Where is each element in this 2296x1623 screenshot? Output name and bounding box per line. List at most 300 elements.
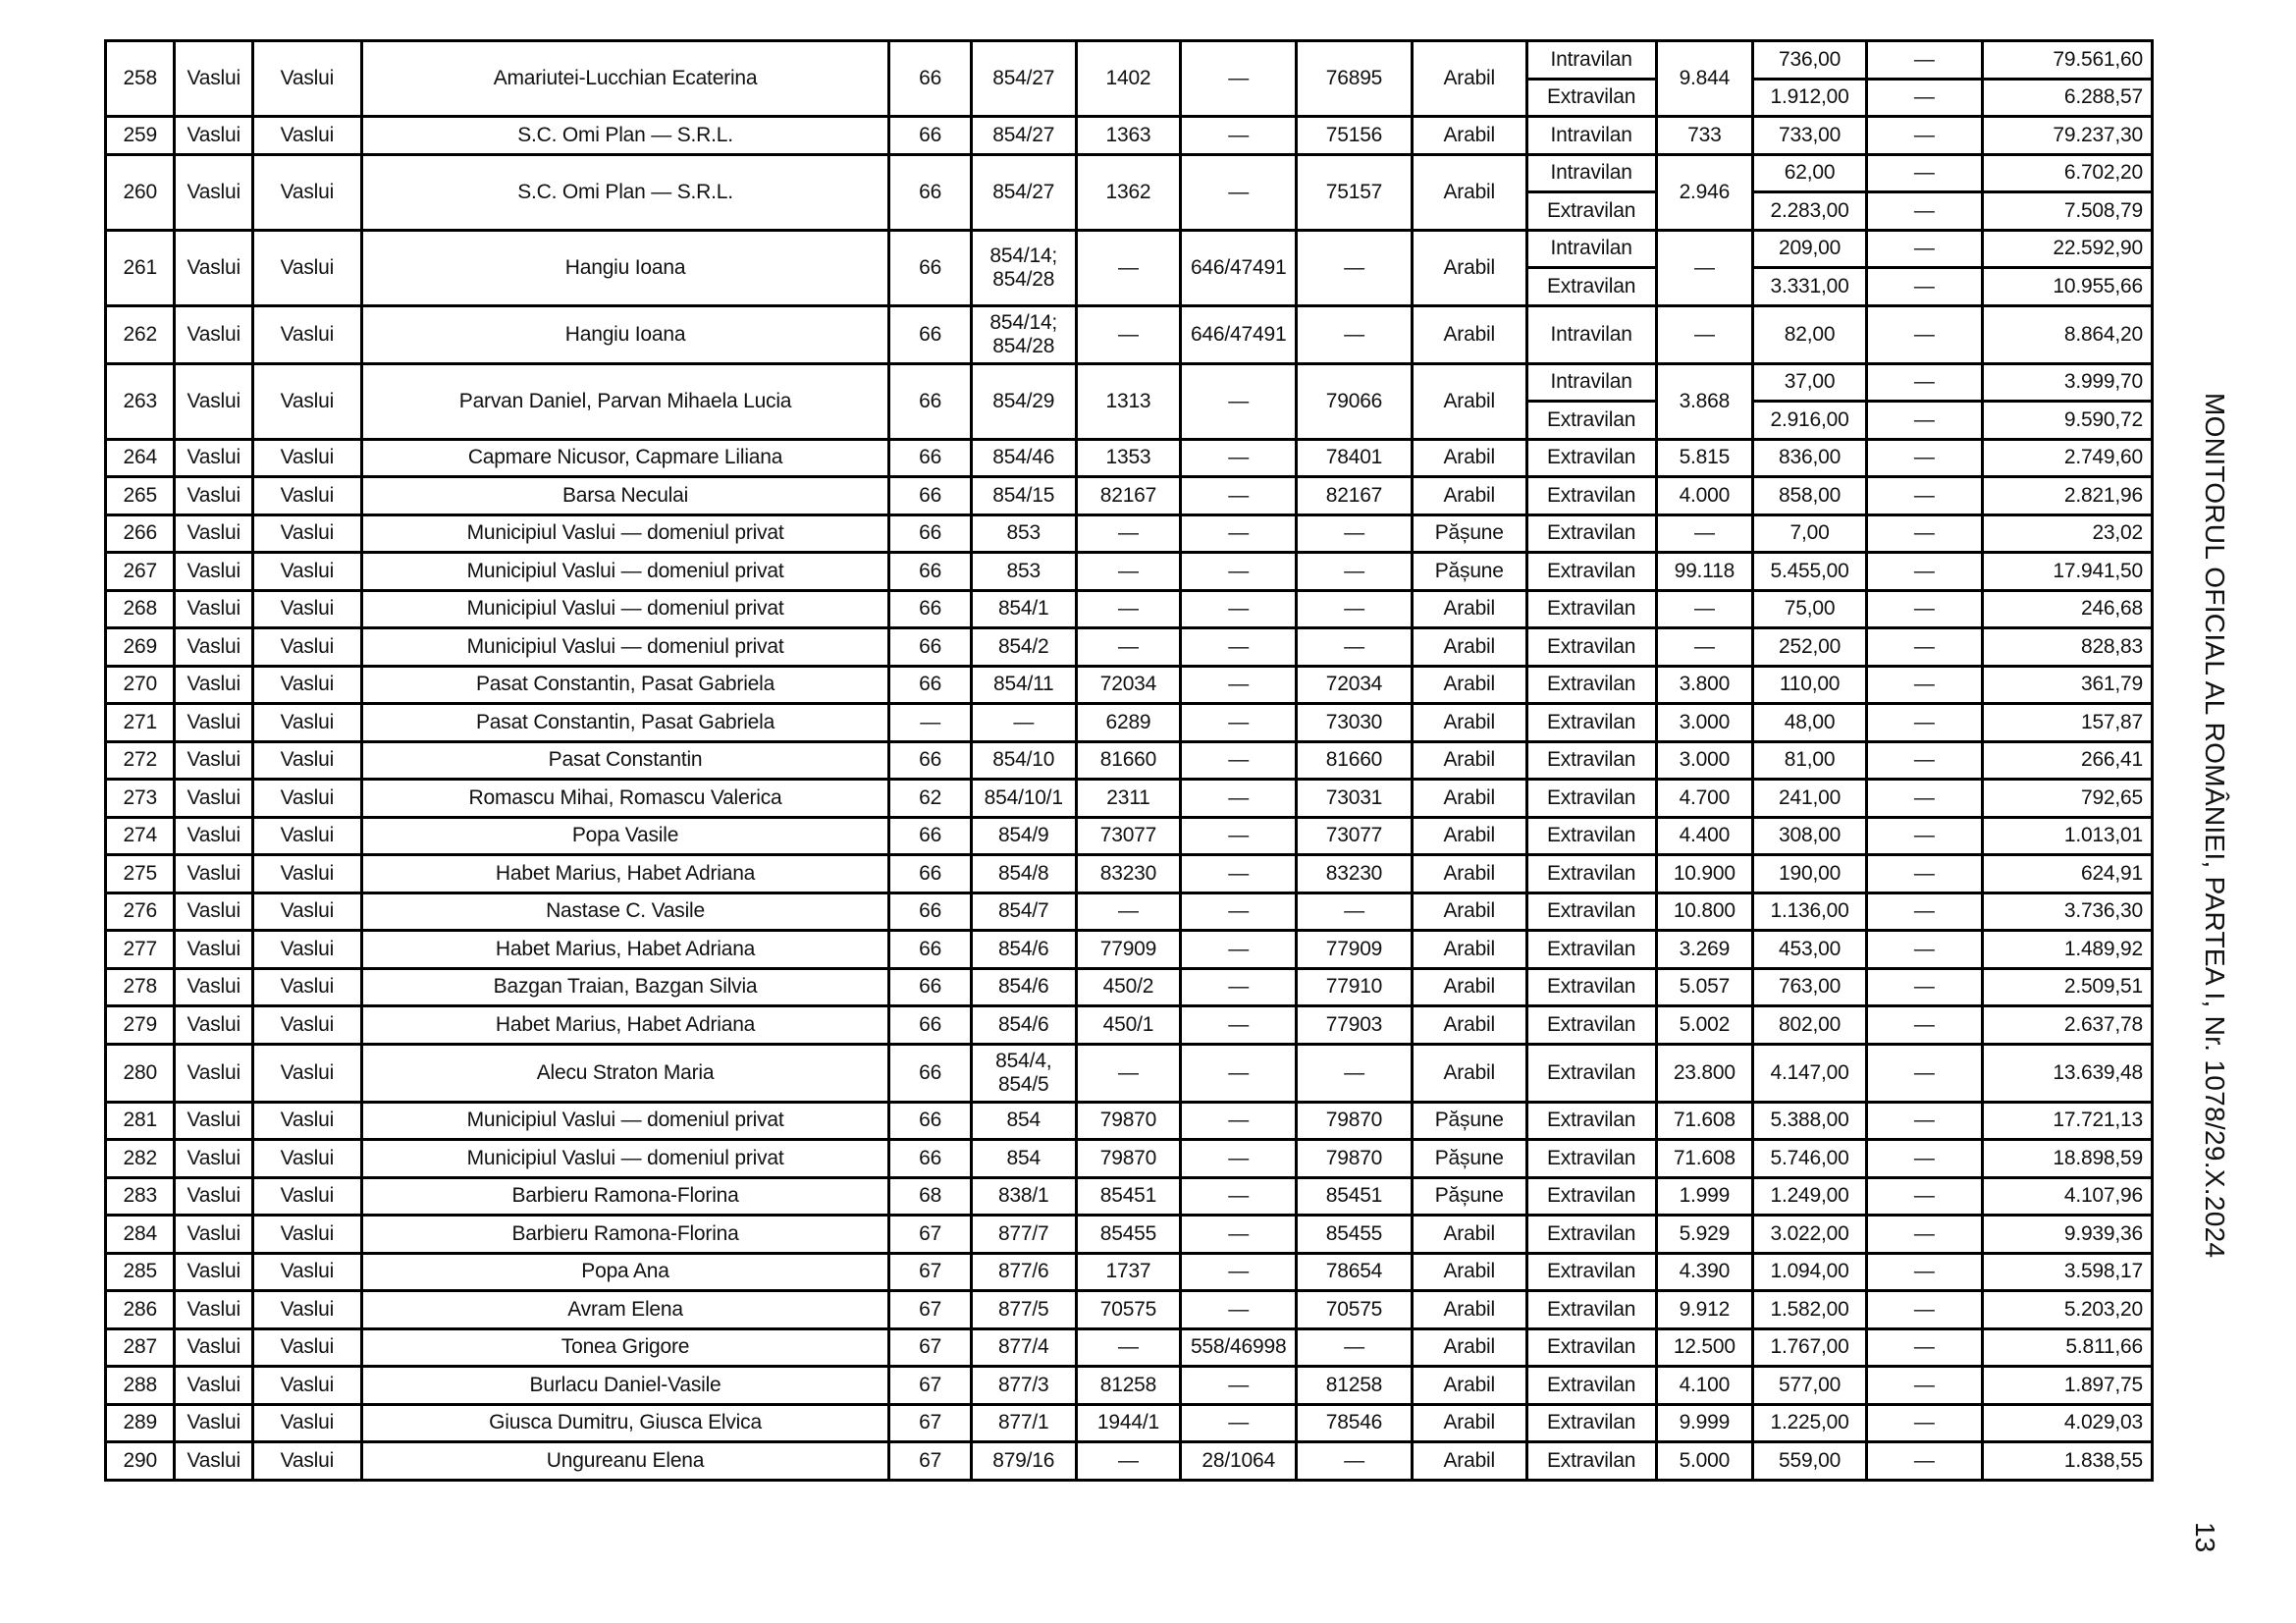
owner-cell: Giusca Dumitru, Giusca Elvica — [361, 1404, 889, 1442]
land-category-cell: Pășune — [1412, 1102, 1526, 1140]
land-category-cell: Arabil — [1412, 780, 1526, 818]
zone-cell: Extravilan — [1526, 514, 1656, 553]
zone-cell: Extravilan — [1526, 893, 1656, 931]
land-category-cell: Arabil — [1412, 855, 1526, 893]
offer-cell: — — [1866, 666, 1982, 704]
land-category-cell: Arabil — [1412, 117, 1526, 155]
zone-cell: Intravilan — [1526, 117, 1656, 155]
value-cell: 79.561,60 — [1982, 41, 2152, 80]
expropriated-area-cell: 48,00 — [1753, 704, 1867, 742]
county-cell: Vaslui — [175, 817, 253, 855]
expropriated-area-cell: 1.249,00 — [1753, 1177, 1867, 1216]
expropriated-area-cell: 858,00 — [1753, 477, 1867, 515]
zone-cell: Extravilan — [1526, 817, 1656, 855]
land-category-cell: Arabil — [1412, 230, 1526, 305]
parcel-cell: — — [971, 704, 1076, 742]
land-category-cell: Arabil — [1412, 741, 1526, 780]
cadastral-number-cell: 75157 — [1297, 154, 1413, 230]
cadastral-number-cell: 78401 — [1297, 439, 1413, 477]
cadastral-number-cell: — — [1297, 230, 1413, 305]
offer-cell: — — [1866, 931, 1982, 969]
row-number: 267 — [106, 553, 175, 591]
table-row — [106, 704, 2153, 742]
row-number: 286 — [106, 1291, 175, 1329]
title-cell: — — [1181, 117, 1297, 155]
value-cell: 246,68 — [1982, 590, 2152, 628]
offer-cell: — — [1866, 1328, 1982, 1367]
zone-cell: Extravilan — [1526, 553, 1656, 591]
owner-cell: Pasat Constantin, Pasat Gabriela — [361, 704, 889, 742]
parcel-cell: 854 — [971, 1140, 1076, 1178]
zone-cell: Extravilan — [1526, 1006, 1656, 1045]
expropriated-area-cell: 802,00 — [1753, 1006, 1867, 1045]
value-cell: 1.013,01 — [1982, 817, 2152, 855]
tarla-cell: 66 — [889, 590, 972, 628]
county-cell: Vaslui — [175, 1442, 253, 1481]
row-number: 273 — [106, 780, 175, 818]
owner-cell: Popa Ana — [361, 1253, 889, 1291]
offer-cell: — — [1866, 192, 1982, 231]
cadastral-number-cell: 73030 — [1297, 704, 1413, 742]
parcel-cell: 838/1 — [971, 1177, 1076, 1216]
expropriated-area-cell: 3.022,00 — [1753, 1216, 1867, 1254]
county-cell: Vaslui — [175, 230, 253, 305]
zone-cell: Extravilan — [1526, 1442, 1656, 1481]
row-number: 277 — [106, 931, 175, 969]
total-area-cell: 9.999 — [1656, 1404, 1753, 1442]
cadastral-number-cell: 81660 — [1297, 741, 1413, 780]
locality-cell: Vaslui — [253, 41, 362, 117]
parcel-cell: 879/16 — [971, 1442, 1076, 1481]
total-area-cell: 99.118 — [1656, 553, 1753, 591]
table-row — [106, 1177, 2153, 1216]
table-row — [106, 1216, 2153, 1254]
table-row — [106, 1006, 2153, 1045]
title-cell: — — [1181, 1291, 1297, 1329]
zone-cell: Intravilan — [1526, 154, 1656, 192]
zone-cell: Extravilan — [1526, 1404, 1656, 1442]
county-cell: Vaslui — [175, 590, 253, 628]
owner-cell: Hangiu Ioana — [361, 305, 889, 363]
total-area-cell: 2.946 — [1656, 154, 1753, 230]
offer-cell: — — [1866, 1291, 1982, 1329]
expropriated-area-cell: 559,00 — [1753, 1442, 1867, 1481]
total-area-cell: 9.912 — [1656, 1291, 1753, 1329]
locality-cell: Vaslui — [253, 477, 362, 515]
value-cell: 9.590,72 — [1982, 402, 2152, 440]
expropriated-area-cell: 241,00 — [1753, 780, 1867, 818]
zone-cell: Extravilan — [1526, 477, 1656, 515]
zone-cell: Extravilan — [1526, 1367, 1656, 1405]
county-cell: Vaslui — [175, 741, 253, 780]
total-area-cell: 5.815 — [1656, 439, 1753, 477]
total-area-cell: 10.800 — [1656, 893, 1753, 931]
title-cell: — — [1181, 628, 1297, 667]
value-cell: 17.721,13 — [1982, 1102, 2152, 1140]
value-cell: 10.955,66 — [1982, 268, 2152, 306]
total-area-cell: 4.100 — [1656, 1367, 1753, 1405]
tarla-cell: 66 — [889, 855, 972, 893]
locality-cell: Vaslui — [253, 704, 362, 742]
parcel-cell: 854/10 — [971, 741, 1076, 780]
total-area-cell: 3.269 — [1656, 931, 1753, 969]
row-number: 268 — [106, 590, 175, 628]
value-cell: 2.749,60 — [1982, 439, 2152, 477]
row-number: 285 — [106, 1253, 175, 1291]
title-cell: — — [1181, 477, 1297, 515]
cadastral-number-cell: 76895 — [1297, 41, 1413, 117]
expropriated-area-cell: 110,00 — [1753, 666, 1867, 704]
locality-cell: Vaslui — [253, 893, 362, 931]
locality-cell: Vaslui — [253, 817, 362, 855]
locality-cell: Vaslui — [253, 1044, 362, 1102]
county-cell: Vaslui — [175, 439, 253, 477]
locality-cell: Vaslui — [253, 1140, 362, 1178]
cadastral-number-cell: — — [1297, 553, 1413, 591]
title-cell: — — [1181, 968, 1297, 1006]
land-category-cell: Arabil — [1412, 1253, 1526, 1291]
land-category-cell: Arabil — [1412, 41, 1526, 117]
zone-cell: Extravilan — [1526, 780, 1656, 818]
owner-cell: Barbieru Ramona-Florina — [361, 1216, 889, 1254]
value-cell: 6.288,57 — [1982, 79, 2152, 117]
row-number: 288 — [106, 1367, 175, 1405]
row-number: 270 — [106, 666, 175, 704]
owner-cell: Pasat Constantin, Pasat Gabriela — [361, 666, 889, 704]
locality-cell: Vaslui — [253, 1177, 362, 1216]
zone-cell: Extravilan — [1526, 1102, 1656, 1140]
county-cell: Vaslui — [175, 704, 253, 742]
value-cell: 6.702,20 — [1982, 154, 2152, 192]
zone-cell: Extravilan — [1526, 268, 1656, 306]
land-book-cell: — — [1076, 305, 1181, 363]
land-book-cell: 1737 — [1076, 1253, 1181, 1291]
land-category-cell: Arabil — [1412, 439, 1526, 477]
county-cell: Vaslui — [175, 1328, 253, 1367]
parcel-cell: 854/11 — [971, 666, 1076, 704]
table-row — [106, 780, 2153, 818]
table-row — [106, 363, 2153, 402]
table-row — [106, 230, 2153, 268]
county-cell: Vaslui — [175, 628, 253, 667]
county-cell: Vaslui — [175, 41, 253, 117]
table-row — [106, 305, 2153, 363]
row-number: 265 — [106, 477, 175, 515]
table-row — [106, 931, 2153, 969]
owner-cell: Popa Vasile — [361, 817, 889, 855]
locality-cell: Vaslui — [253, 553, 362, 591]
expropriated-area-cell: 5.455,00 — [1753, 553, 1867, 591]
county-cell: Vaslui — [175, 1291, 253, 1329]
tarla-cell: 66 — [889, 439, 972, 477]
value-cell: 22.592,90 — [1982, 230, 2152, 268]
tarla-cell: 66 — [889, 117, 972, 155]
cadastral-number-cell: 77909 — [1297, 931, 1413, 969]
expropriated-area-cell: 81,00 — [1753, 741, 1867, 780]
land-book-cell: 450/2 — [1076, 968, 1181, 1006]
offer-cell: — — [1866, 1140, 1982, 1178]
zone-cell: Extravilan — [1526, 79, 1656, 117]
offer-cell: — — [1866, 477, 1982, 515]
title-cell: — — [1181, 1404, 1297, 1442]
row-number: 269 — [106, 628, 175, 667]
cadastral-number-cell: 75156 — [1297, 117, 1413, 155]
county-cell: Vaslui — [175, 666, 253, 704]
land-book-cell: — — [1076, 514, 1181, 553]
land-category-cell: Arabil — [1412, 477, 1526, 515]
total-area-cell: 71.608 — [1656, 1140, 1753, 1178]
offer-cell: — — [1866, 230, 1982, 268]
land-category-cell: Arabil — [1412, 1044, 1526, 1102]
land-book-cell: — — [1076, 893, 1181, 931]
value-cell: 4.107,96 — [1982, 1177, 2152, 1216]
row-number: 261 — [106, 230, 175, 305]
table-body — [106, 41, 2153, 1481]
land-book-cell: 450/1 — [1076, 1006, 1181, 1045]
table-row — [106, 41, 2153, 80]
locality-cell: Vaslui — [253, 1367, 362, 1405]
locality-cell: Vaslui — [253, 1006, 362, 1045]
land-book-cell: 70575 — [1076, 1291, 1181, 1329]
total-area-cell: 733 — [1656, 117, 1753, 155]
parcel-cell: 854 — [971, 1102, 1076, 1140]
parcel-cell: 877/1 — [971, 1404, 1076, 1442]
value-cell: 361,79 — [1982, 666, 2152, 704]
offer-cell: — — [1866, 1367, 1982, 1405]
land-category-cell: Arabil — [1412, 305, 1526, 363]
title-cell: — — [1181, 1044, 1297, 1102]
land-book-cell: — — [1076, 590, 1181, 628]
row-number: 275 — [106, 855, 175, 893]
table-row — [106, 439, 2153, 477]
value-cell: 2.821,96 — [1982, 477, 2152, 515]
land-book-cell: — — [1076, 230, 1181, 305]
offer-cell: — — [1866, 741, 1982, 780]
zone-cell: Extravilan — [1526, 1253, 1656, 1291]
offer-cell: — — [1866, 439, 1982, 477]
tarla-cell: 67 — [889, 1404, 972, 1442]
cadastral-number-cell: 78546 — [1297, 1404, 1413, 1442]
cadastral-number-cell: — — [1297, 1044, 1413, 1102]
tarla-cell: 66 — [889, 41, 972, 117]
expropriated-area-cell: 7,00 — [1753, 514, 1867, 553]
expropriated-area-cell: 836,00 — [1753, 439, 1867, 477]
table-row — [106, 666, 2153, 704]
cadastral-number-cell: 81258 — [1297, 1367, 1413, 1405]
owner-cell: Ungureanu Elena — [361, 1442, 889, 1481]
title-cell: — — [1181, 817, 1297, 855]
owner-cell: Municipiul Vaslui — domeniul privat — [361, 1140, 889, 1178]
zone-cell: Extravilan — [1526, 628, 1656, 667]
offer-cell: — — [1866, 402, 1982, 440]
row-number: 287 — [106, 1328, 175, 1367]
row-number: 259 — [106, 117, 175, 155]
owner-cell: Capmare Nicusor, Capmare Liliana — [361, 439, 889, 477]
offer-cell: — — [1866, 855, 1982, 893]
cadastral-number-cell: 78654 — [1297, 1253, 1413, 1291]
total-area-cell: — — [1656, 628, 1753, 667]
expropriated-area-cell: 5.746,00 — [1753, 1140, 1867, 1178]
table-row — [106, 1253, 2153, 1291]
value-cell: 828,83 — [1982, 628, 2152, 667]
offer-cell: — — [1866, 1442, 1982, 1481]
locality-cell: Vaslui — [253, 514, 362, 553]
value-cell: 7.508,79 — [1982, 192, 2152, 231]
total-area-cell: 3.868 — [1656, 363, 1753, 439]
cadastral-number-cell: 85451 — [1297, 1177, 1413, 1216]
tarla-cell: 66 — [889, 230, 972, 305]
row-number: 260 — [106, 154, 175, 230]
expropriated-area-cell: 1.094,00 — [1753, 1253, 1867, 1291]
value-cell: 2.637,78 — [1982, 1006, 2152, 1045]
value-cell: 5.203,20 — [1982, 1291, 2152, 1329]
expropriated-area-cell: 5.388,00 — [1753, 1102, 1867, 1140]
tarla-cell: 67 — [889, 1367, 972, 1405]
value-cell: 23,02 — [1982, 514, 2152, 553]
table-row — [106, 1140, 2153, 1178]
county-cell: Vaslui — [175, 1044, 253, 1102]
value-cell: 1.897,75 — [1982, 1367, 2152, 1405]
cadastral-number-cell: 82167 — [1297, 477, 1413, 515]
land-category-cell: Arabil — [1412, 968, 1526, 1006]
parcel-cell: 854/29 — [971, 363, 1076, 439]
locality-cell: Vaslui — [253, 117, 362, 155]
offer-cell: — — [1866, 268, 1982, 306]
total-area-cell: — — [1656, 230, 1753, 305]
zone-cell: Intravilan — [1526, 305, 1656, 363]
parcel-cell: 854/10/1 — [971, 780, 1076, 818]
land-book-cell: 1313 — [1076, 363, 1181, 439]
expropriated-area-cell: 82,00 — [1753, 305, 1867, 363]
expropriated-area-cell: 252,00 — [1753, 628, 1867, 667]
cadastral-number-cell: 70575 — [1297, 1291, 1413, 1329]
county-cell: Vaslui — [175, 514, 253, 553]
owner-cell: Parvan Daniel, Parvan Mihaela Lucia — [361, 363, 889, 439]
offer-cell: — — [1866, 79, 1982, 117]
cadastral-number-cell: — — [1297, 1328, 1413, 1367]
offer-cell: — — [1866, 1044, 1982, 1102]
zone-cell: Extravilan — [1526, 402, 1656, 440]
title-cell: — — [1181, 363, 1297, 439]
owner-cell: Romascu Mihai, Romascu Valerica — [361, 780, 889, 818]
tarla-cell: 66 — [889, 628, 972, 667]
row-number: 271 — [106, 704, 175, 742]
owner-cell: Municipiul Vaslui — domeniul privat — [361, 590, 889, 628]
parcel-cell: 854/27 — [971, 41, 1076, 117]
zone-cell: Extravilan — [1526, 192, 1656, 231]
parcel-cell: 853 — [971, 514, 1076, 553]
tarla-cell: 66 — [889, 553, 972, 591]
parcel-cell: 854/6 — [971, 931, 1076, 969]
table-row — [106, 893, 2153, 931]
locality-cell: Vaslui — [253, 931, 362, 969]
table-row — [106, 553, 2153, 591]
offer-cell: — — [1866, 1253, 1982, 1291]
tarla-cell: 66 — [889, 1044, 972, 1102]
land-book-cell: 1362 — [1076, 154, 1181, 230]
expropriated-area-cell: 1.767,00 — [1753, 1328, 1867, 1367]
expropriated-area-cell: 1.225,00 — [1753, 1404, 1867, 1442]
cadastral-number-cell: — — [1297, 590, 1413, 628]
title-cell: — — [1181, 741, 1297, 780]
row-number: 283 — [106, 1177, 175, 1216]
land-book-cell: 77909 — [1076, 931, 1181, 969]
expropriated-area-cell: 733,00 — [1753, 117, 1867, 155]
parcel-cell: 853 — [971, 553, 1076, 591]
cadastral-number-cell: 72034 — [1297, 666, 1413, 704]
locality-cell: Vaslui — [253, 1291, 362, 1329]
owner-cell: Habet Marius, Habet Adriana — [361, 1006, 889, 1045]
parcel-cell: 854/6 — [971, 1006, 1076, 1045]
land-category-cell: Arabil — [1412, 1442, 1526, 1481]
total-area-cell: 10.900 — [1656, 855, 1753, 893]
county-cell: Vaslui — [175, 363, 253, 439]
table-row — [106, 117, 2153, 155]
table-row — [106, 855, 2153, 893]
land-category-cell: Arabil — [1412, 1367, 1526, 1405]
table-row — [106, 817, 2153, 855]
zone-cell: Extravilan — [1526, 1140, 1656, 1178]
cadastral-number-cell: — — [1297, 1442, 1413, 1481]
land-book-cell: 79870 — [1076, 1102, 1181, 1140]
offer-cell: — — [1866, 704, 1982, 742]
title-cell: — — [1181, 1140, 1297, 1178]
expropriated-area-cell: 577,00 — [1753, 1367, 1867, 1405]
title-cell: — — [1181, 41, 1297, 117]
land-book-cell: 1944/1 — [1076, 1404, 1181, 1442]
tarla-cell: 68 — [889, 1177, 972, 1216]
land-book-cell: 81258 — [1076, 1367, 1181, 1405]
zone-cell: Intravilan — [1526, 41, 1656, 80]
county-cell: Vaslui — [175, 553, 253, 591]
offer-cell: — — [1866, 893, 1982, 931]
expropriated-area-cell: 1.136,00 — [1753, 893, 1867, 931]
value-cell: 1.489,92 — [1982, 931, 2152, 969]
owner-cell: S.C. Omi Plan — S.R.L. — [361, 154, 889, 230]
owner-cell: Barbieru Ramona-Florina — [361, 1177, 889, 1216]
parcel-cell: 877/3 — [971, 1367, 1076, 1405]
table-row — [106, 1442, 2153, 1481]
land-book-cell: 1353 — [1076, 439, 1181, 477]
county-cell: Vaslui — [175, 1216, 253, 1254]
value-cell: 13.639,48 — [1982, 1044, 2152, 1102]
parcel-cell: 854/14; 854/28 — [971, 230, 1076, 305]
value-cell: 266,41 — [1982, 741, 2152, 780]
offer-cell: — — [1866, 1006, 1982, 1045]
table-row — [106, 741, 2153, 780]
total-area-cell: 4.700 — [1656, 780, 1753, 818]
owner-cell: Municipiul Vaslui — domeniul privat — [361, 553, 889, 591]
county-cell: Vaslui — [175, 1006, 253, 1045]
parcel-cell: 854/2 — [971, 628, 1076, 667]
total-area-cell: 4.000 — [1656, 477, 1753, 515]
cadastral-number-cell: — — [1297, 514, 1413, 553]
value-cell: 3.598,17 — [1982, 1253, 2152, 1291]
expropriated-area-cell: 453,00 — [1753, 931, 1867, 969]
locality-cell: Vaslui — [253, 1216, 362, 1254]
land-category-cell: Arabil — [1412, 1291, 1526, 1329]
title-cell: 646/47491 — [1181, 230, 1297, 305]
total-area-cell: 5.929 — [1656, 1216, 1753, 1254]
land-category-cell: Pășune — [1412, 1177, 1526, 1216]
offer-cell: — — [1866, 514, 1982, 553]
title-cell: 28/1064 — [1181, 1442, 1297, 1481]
parcel-cell: 877/6 — [971, 1253, 1076, 1291]
tarla-cell: 66 — [889, 1006, 972, 1045]
row-number: 262 — [106, 305, 175, 363]
locality-cell: Vaslui — [253, 666, 362, 704]
total-area-cell: — — [1656, 514, 1753, 553]
